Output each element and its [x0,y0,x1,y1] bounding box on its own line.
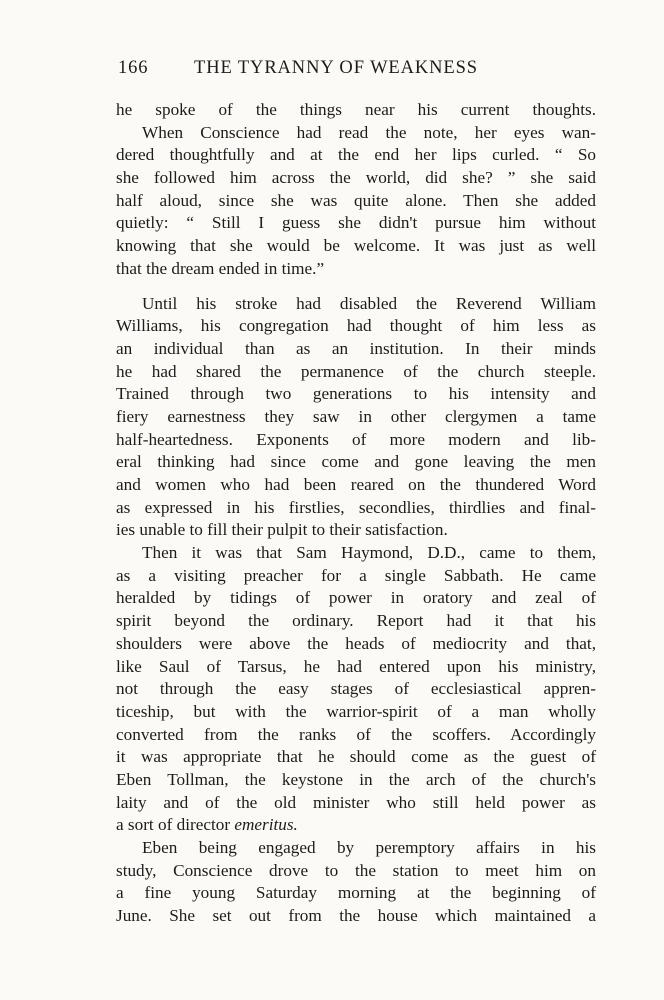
text-line: June. She set out from the house which maintained a [116,906,596,926]
text-line: quietly: “ Still I guess she didn't pursue him without [116,213,596,233]
text-line: Williams, his congregation had thought of him less as [116,316,596,336]
text-line: it was appropriate that he should come as the guest of [116,747,596,767]
text-line: Trained through two generations to his intensity and [116,384,596,404]
text-line: fiery earnestness they saw in other clergymen a tame [116,406,596,426]
paragraph-last-line [116,814,596,837]
text-line: eral thinking had since come and gone leaving the men [116,452,596,472]
running-header [118,58,558,79]
body-text [116,99,596,928]
text-line: he spoke of the things near his current thoughts. [116,100,596,119]
paragraph-first-line: Until his stroke had disabled the Reverend William [142,293,596,313]
page-number: 166 [118,58,149,78]
text-line: converted from the ranks of the scoffers. Accordingly [116,724,596,744]
text-line: not through the easy stages of ecclesiastical appren- [116,679,596,699]
text-line: half-heartedness. Exponents of more modern and lib- [116,429,596,449]
text-line: Eben Tollman, the keystone in the arch of the church's [116,769,596,789]
paragraph-first-line: Then it was that Sam Haymond, D.D., came to them, [142,543,596,563]
text-line: half aloud, since she was quite alone. Then she added [116,190,596,210]
text-line: laity and of the old minister who still held power as [116,792,596,812]
text-line: spirit beyond the ordinary. Report had it that his [116,611,596,631]
text-line: as a visiting preacher for a single Sabbath. He came [116,565,596,585]
paragraph-last-line: ies unable to fill their pulpit to their satisfaction. [116,520,448,540]
running-title: THE TYRANNY OF WEAKNESS [194,58,478,78]
text-line: and women who had been reared on the thundered Word [116,475,596,494]
text-line: ticeship, but with the warrior-spirit of a man wholly [116,701,596,721]
text-line: like Saul of Tarsus, he had entered upon his ministry, [116,656,596,676]
text-line: study, Conscience drove to the station to meet him on [116,860,596,880]
text-line: knowing that she would be welcome. It was just as well [116,236,596,256]
paragraph-last-line: that the dream ended in time.” [116,258,325,278]
text-line: he had shared the permanence of the church steeple. [116,361,596,381]
text-line: dered thoughtfully and at the end her lips curled. “ So [116,145,596,165]
emphasized-word: emeritus. [234,815,298,835]
text-run: a sort of director [116,815,235,835]
text-line: a fine young Saturday morning at the beginning of [116,883,596,903]
text-line: shoulders were above the heads of mediocrity and that, [116,633,596,653]
text-line: heralded by tidings of power in oratory and zeal of [116,588,596,608]
paragraph-first-line: Eben being engaged by peremptory affairs in his [142,838,596,857]
text-line: an individual than as an institution. In their minds [116,338,596,358]
text-line: as expressed in his firstlies, secondlies, thirdlies and final- [116,497,596,517]
text-line: she followed him across the world, did she? ” she said [116,168,596,188]
paragraph-first-line: When Conscience had read the note, her eyes wan- [142,122,596,142]
section-break [116,281,596,293]
